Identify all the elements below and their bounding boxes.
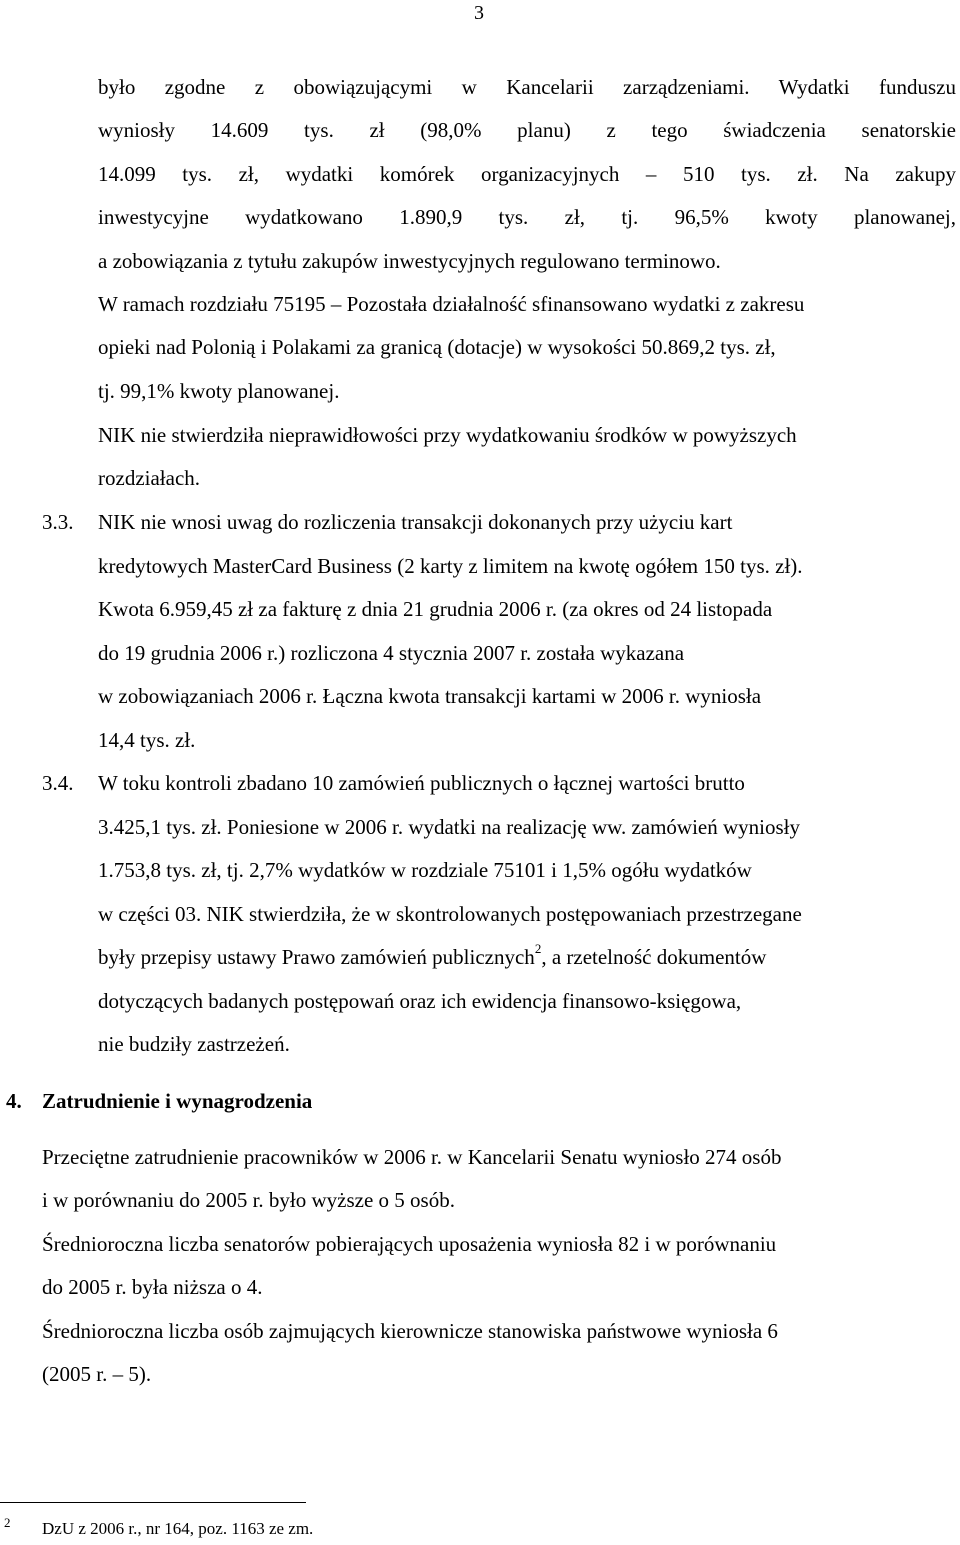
footnote-reference: 2	[534, 941, 542, 956]
text-line: 3.425,1 tys. zł. Poniesione w 2006 r. wydatki na realizację ww. zamówień wyniosły	[98, 815, 800, 839]
footnote-text: DzU z 2006 r., nr 164, poz. 1163 ze zm.	[42, 1519, 314, 1538]
item-number: 3.3.	[42, 510, 74, 534]
text-line	[98, 941, 767, 969]
text-fragment: były przepisy ustawy Prawo zamówień publicznych	[98, 945, 535, 969]
text-line: w części 03. NIK stwierdziła, że w skontrolowanych postępowaniach przestrzegane	[98, 902, 802, 926]
text-line: 14.099 tys. zł, wydatki komórek organizacyjnych – 510 tys. zł. Na zakupy	[98, 162, 956, 186]
text-line: było zgodne z obowiązującymi w Kancelarii zarządzeniami. Wydatki funduszu	[98, 75, 956, 99]
footnote-separator	[0, 1502, 306, 1503]
text-line: W ramach rozdziału 75195 – Pozostała działalność sfinansowano wydatki z zakresu	[98, 292, 805, 316]
page-number: 3	[474, 2, 484, 24]
text-line: opieki nad Polonią i Polakami za granicą (dotacje) w wysokości 50.869,2 tys. zł,	[98, 335, 776, 359]
text-line: Przeciętne zatrudnienie pracowników w 2006 r. w Kancelarii Senatu wyniosło 274 osób	[42, 1145, 782, 1169]
footnote-mark: 2	[4, 1515, 11, 1530]
text-line: W toku kontroli zbadano 10 zamówień publicznych o łącznej wartości brutto	[98, 771, 745, 795]
text-line: 14,4 tys. zł.	[98, 728, 196, 752]
text-line: inwestycyjne wydatkowano 1.890,9 tys. zł, tj. 96,5% kwoty planowanej,	[98, 205, 956, 229]
text-line: rozdziałach.	[98, 466, 201, 490]
text-line: tj. 99,1% kwoty planowanej.	[98, 379, 340, 403]
text-line: kredytowych MasterCard Business (2 karty z limitem na kwotę ogółem 150 tys. zł).	[98, 554, 803, 578]
item-number: 3.4.	[42, 771, 74, 795]
text-fragment: , a rzetelność dokumentów	[541, 945, 767, 969]
text-line: Średnioroczna liczba osób zajmujących kierownicze stanowiska państwowe wyniosła 6	[42, 1319, 778, 1343]
text-line: (2005 r. – 5).	[42, 1362, 152, 1386]
text-line: NIK nie stwierdziła nieprawidłowości przy wydatkowaniu środków w powyższych	[98, 423, 797, 447]
text-line: i w porównaniu do 2005 r. było wyższe o 5 osób.	[42, 1188, 455, 1212]
text-line: a zobowiązania z tytułu zakupów inwestycyjnych regulowano terminowo.	[98, 249, 721, 273]
section-title: Zatrudnienie i wynagrodzenia	[42, 1089, 313, 1113]
text-line: wyniosły 14.609 tys. zł (98,0% planu) z tego świadczenia senatorskie	[98, 118, 956, 142]
text-line: do 2005 r. była niższa o 4.	[42, 1275, 263, 1299]
text-line: 1.753,8 tys. zł, tj. 2,7% wydatków w rozdziale 75101 i 1,5% ogółu wydatków	[98, 858, 752, 882]
text-line: do 19 grudnia 2006 r.) rozliczona 4 stycznia 2007 r. została wykazana	[98, 641, 685, 665]
text-line: NIK nie wnosi uwag do rozliczenia transakcji dokonanych przy użyciu kart	[98, 510, 733, 534]
text-line: dotyczących badanych postępowań oraz ich ewidencja finansowo-księgowa,	[98, 989, 742, 1013]
text-line: Kwota 6.959,45 zł za fakturę z dnia 21 grudnia 2006 r. (za okres od 24 listopada	[98, 597, 773, 621]
text-line: Średnioroczna liczba senatorów pobierających uposażenia wyniosła 82 i w porównaniu	[42, 1232, 777, 1256]
text-line: w zobowiązaniach 2006 r. Łączna kwota transakcji kartami w 2006 r. wyniosła	[98, 684, 762, 708]
text-line: nie budziły zastrzeżeń.	[98, 1032, 290, 1056]
section-number: 4.	[6, 1089, 22, 1113]
